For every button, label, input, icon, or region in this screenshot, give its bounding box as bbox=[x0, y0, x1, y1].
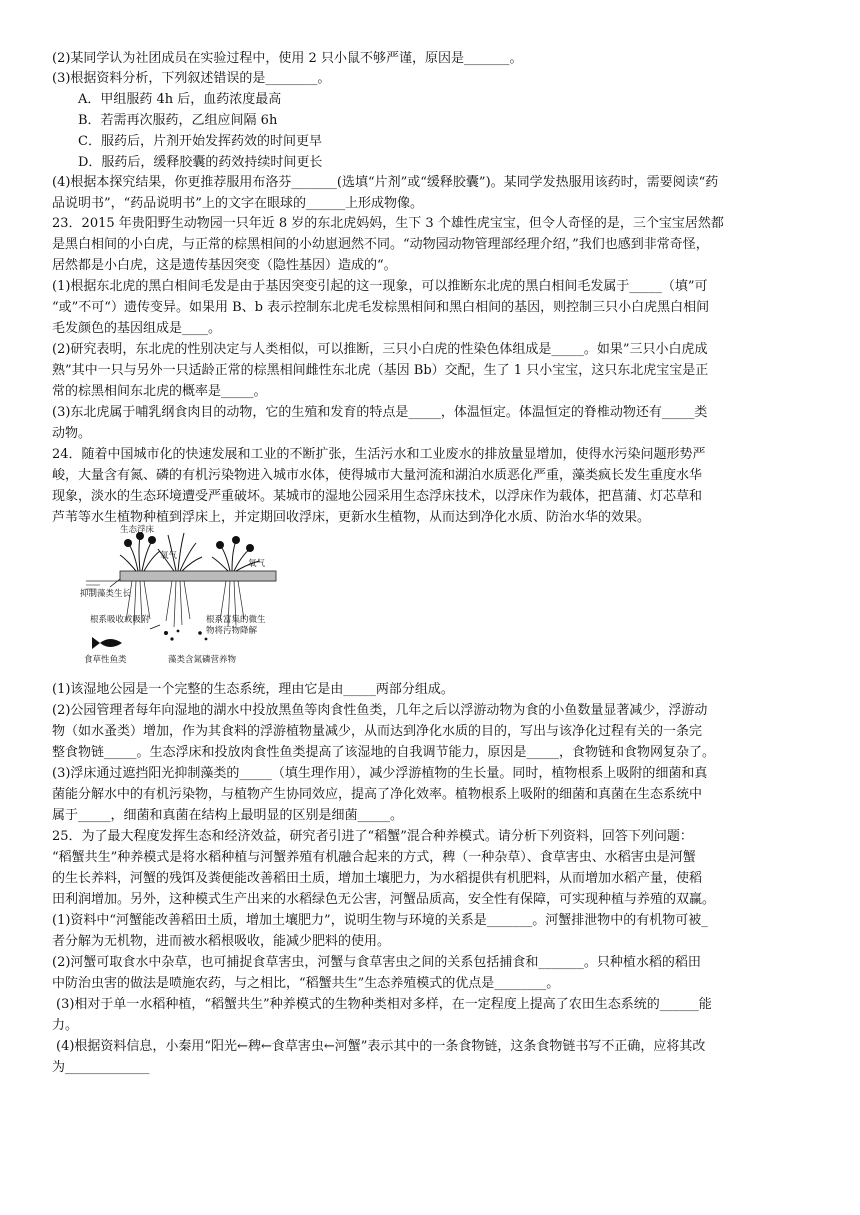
q23-stem-2: 是黑白相间的小白虎，与正常的棕黑相间的小幼崽迥然不同。“动物园动物管理部经理介绍，”我们也感到非常奇怪， bbox=[52, 237, 709, 252]
q23-part1: (1)根据东北虎的黑白相间毛发是由于基因突变引起的这一现象，可以推断东北虎的黑白相间毛发属于_____（填”可 bbox=[52, 279, 708, 294]
q22-part4-cont: 品说明书”，“药品说明书”上的文字在眼球的______上形成物像。 bbox=[52, 196, 423, 211]
q22-part3: (3)根据资料分析，下列叙述错误的是________。 bbox=[52, 71, 331, 86]
q25-part1: (1)资料中“河蟹能改善稻田土质，增加土壤肥力”，说明生物与环境的关系是_______。河蟹排泄物中的有机物可被_ bbox=[52, 913, 708, 928]
q25-part4-cont: 为_____________ bbox=[52, 1060, 150, 1075]
q24-part2-cont: 物（如水蚤类）增加，作为其食料的浮游植物量减少，从而达到净化水质的目的，写出与该净化过程有关的一条完 bbox=[52, 724, 703, 739]
q24-part1: (1)该湿地公园是一个完整的生态系统，理由它是由_____两部分组成。 bbox=[52, 682, 454, 697]
q24-part2-cont-2: 整食物链_____。生态浮床和投放肉食性鱼类提高了该湿地的自我调节能力，原因是_____，食物链和食物网复杂了。 bbox=[52, 745, 716, 760]
root-absorb-label: 根系吸收或吸附 bbox=[90, 615, 150, 625]
option-a: A．甲组服药 4h 后，血药浓度最高 bbox=[78, 92, 282, 107]
q25-part4: (4)根据资料信息，小秦用“阳光←稗←食草害虫←河蟹”表示其中的一条食物链，这条食物链书写不正确，应将其改 bbox=[56, 1039, 706, 1054]
q24-part3-cont: 菌能分解水中的有机污染物，与植物产生协同效应，提高了净化效率。植物根系上吸附的细菌和真菌在生态系统中 bbox=[52, 787, 703, 802]
q22-part4: (4)根据本探究结果，你更推荐服用布洛芬_______(选填“片剂”或“缓释胶囊”)。某同学发热服用该药时，需要阅读“药 bbox=[52, 175, 719, 190]
q22-part2: (2)某同学认为社团成员在实验过程中，使用 2 只小鼠不够严谨，原因是_______。 bbox=[52, 51, 523, 66]
q25-material-2: 的生长养料，河蟹的残饵及粪便能改善稻田土质，增加土壤肥力，为水稻提供有机肥料，从而增加水稻产量，使稻 bbox=[52, 871, 703, 886]
q25-material-3: 田利润增加。另外，这种模式生产出来的水稻绿色无公害，河蟹品质高，安全性有保障，可实现种植与养殖的双赢。 bbox=[52, 892, 716, 907]
option-d: D．服药后，缓释胶囊的药效持续时间更长 bbox=[78, 155, 323, 170]
q25-part2-cont: 中防治虫害的做法是喷施农药，与之相比，“稻蟹共生”生态养殖模式的优点是________。 bbox=[52, 976, 560, 991]
float-bed-label: 生态浮床 bbox=[120, 525, 155, 535]
q23-part3-cont: 动物。 bbox=[52, 426, 92, 441]
option-b: B．若需再次服药，乙组应间隔 6h bbox=[78, 113, 278, 128]
oxygen-label-1: 氧气 bbox=[160, 551, 178, 561]
q24-part3: (3)浮床通过遮挡阳光抑制藻类的_____（填生理作用），减少浮游植物的生长量。同时，植物根系上吸附的细菌和真 bbox=[52, 766, 708, 781]
q24-part2: (2)公园管理者每年向湿地的湖水中投放黑鱼等肉食性鱼类，几年之后以浮游动物为食的小鱼数量显著减少，浮游动 bbox=[52, 703, 708, 718]
algae-inhibit-label: 抑制藻类生长 bbox=[80, 589, 132, 599]
fish-label: 食草性鱼类 bbox=[84, 655, 127, 665]
floating-bed-diagram bbox=[80, 521, 280, 667]
q23-part2-cont-2: 常的棕黑相间东北虎的概率是_____。 bbox=[52, 384, 267, 399]
q25-part2: (2)河蟹可取食水中杂草，也可捕捉食草害虫，河蟹与食草害虫之间的关系包括捕食和_______。只种植水稻的稻田 bbox=[52, 955, 701, 970]
q25-part3-cont: 力。 bbox=[52, 1018, 79, 1033]
q25-material: “稻蟹共生”种养模式是将水稻种植与河蟹养殖有机融合起来的方式，稗（一种杂草）、食草害虫、水稻害虫是河蟹 bbox=[52, 850, 696, 865]
q23-part3: (3)东北虎属于哺乳纲食肉目的动物，它的生殖和发育的特点是_____，体温恒定。体温恒定的脊椎动物还有_____类 bbox=[52, 405, 708, 420]
q25-part3: (3)相对于单一水稻种植，“稻蟹共生”种养模式的生物种类相对多样，在一定程度上提高了农田生态系统的______能 bbox=[56, 997, 712, 1012]
q23-part1-cont-2: 毛发颜色的基因组成是____。 bbox=[52, 321, 222, 336]
q24-stem-3: 现象，淡水的生态环境遭受严重破坏。某城市的湿地公园采用生态浮床技术，以浮床作为载体，把菖蒲、灯芯草和 bbox=[52, 489, 703, 504]
q24-part3-cont-2: 属于_____，细菌和真菌在结构上最明显的区别是细菌_____。 bbox=[52, 808, 404, 823]
q24-stem-4: 芦苇等水生植物种植到浮床上，并定期回收浮床，更新水生植物，从而达到净化水质、防治水华的效果。 bbox=[52, 510, 651, 525]
q23-part2-cont: 熟”其中一只与另外一只适龄正常的棕黑相间雌性东北虎（基因 Bb）交配，生了 1 只小宝宝，这只东北虎宝宝是正 bbox=[52, 363, 709, 378]
q23-part2: (2)研究表明，东北虎的性别决定与人类相似，可以推断，三只小白虎的性染色体组成是_____。如果”三只小白虎成 bbox=[52, 342, 708, 357]
microbe-label: 根系富集的微生 bbox=[206, 615, 266, 625]
q25-part1-cont: 者分解为无机物，进而被水稻根吸收，能减少肥料的使用。 bbox=[52, 934, 391, 949]
oxygen-label-2: 氧气 bbox=[248, 559, 266, 569]
algae-nutrient-label: 藻类含氮磷营养物 bbox=[168, 655, 237, 665]
q25-stem: 25．为了最大程度发挥生态和经济效益，研究者引进了“稻蟹”混合种养模式。请分析下列资料，回答下列问题： bbox=[52, 829, 693, 844]
q24-stem: 24．随着中国城市化的快速发展和工业的不断扩张，生活污水和工业废水的排放量显增加，使得水污染问题形势严 bbox=[52, 447, 706, 462]
option-c: C．服药后，片剂开始发挥药效的时间更早 bbox=[78, 134, 322, 149]
microbe-label-2: 物将污物降解 bbox=[206, 626, 258, 636]
q23-part1-cont: “或”不可“）遗传变异。如果用 B、b 表示控制东北虎毛发棕黑相间和黑白相间的基因，则控制三只小白虎黑白相间 bbox=[52, 300, 710, 315]
q24-stem-2: 峻，大量含有氮、磷的有机污染物进入城市水体，使得城市大量河流和湖泊水质恶化严重，藻类疯长发生重度水华 bbox=[52, 468, 703, 483]
q23-stem: 23．2015 年贵阳野生动物园一只年近 8 岁的东北虎妈妈，生下 3 个雄性虎宝宝，但令人奇怪的是，三个宝宝居然都 bbox=[52, 216, 724, 231]
q23-stem-3: 居然都是小白虎，这是遗传基因突变（隐性基因）造成的“。 bbox=[52, 258, 397, 273]
